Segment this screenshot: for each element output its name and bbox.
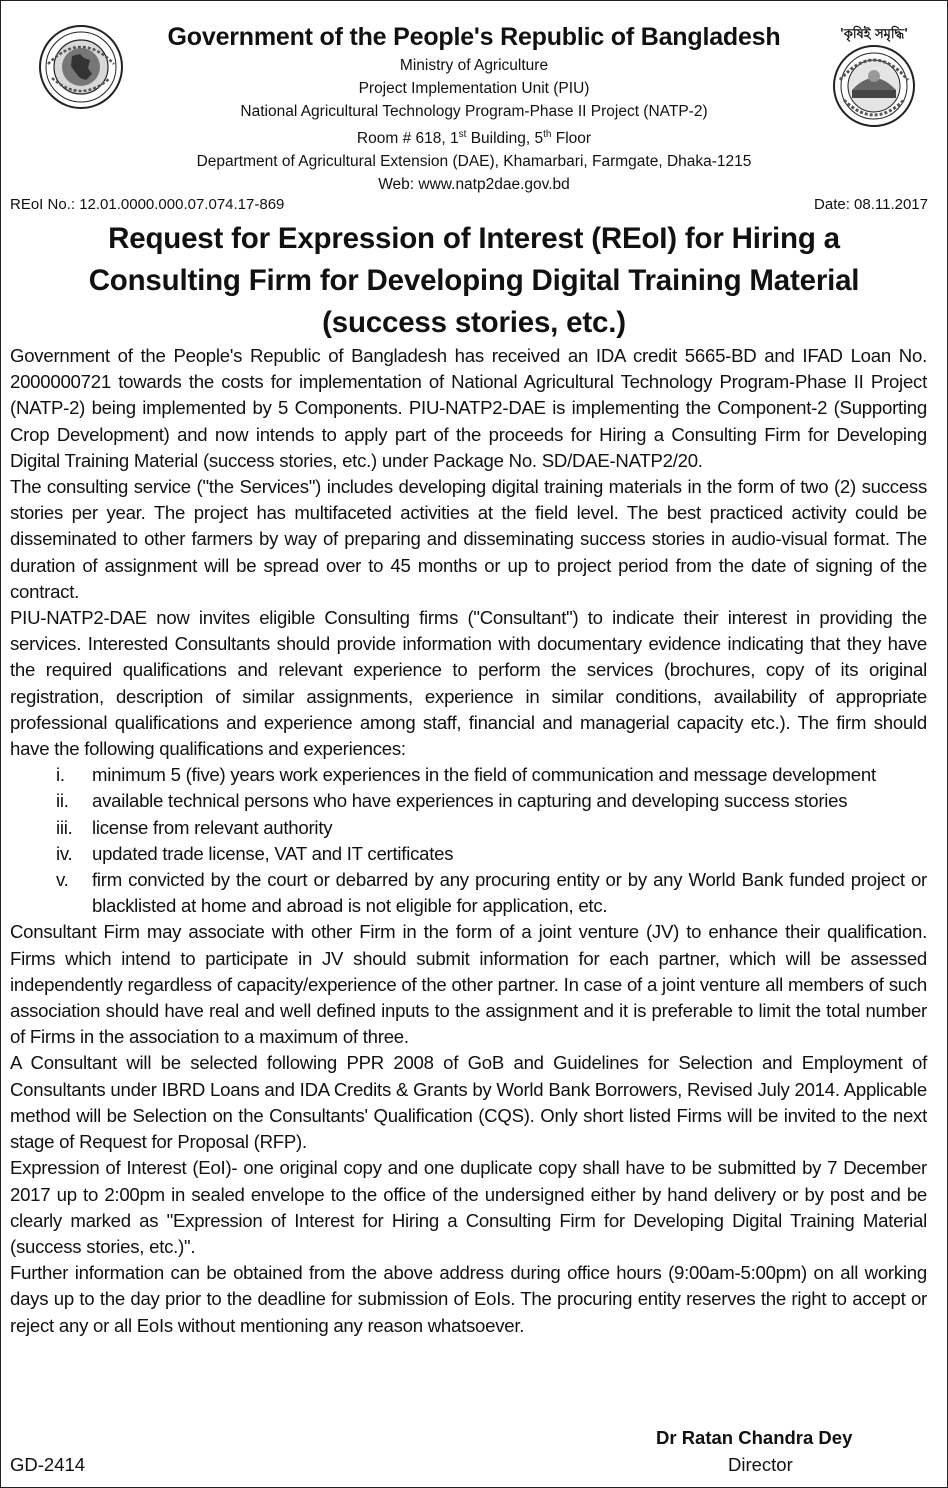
notice-title	[20, 218, 928, 344]
list-item: ii. available technical persons who have experiences in capturing and developing success stories	[56, 790, 848, 812]
title-line-1: Request for Expression of Interest (REoI) for Hiring a	[108, 222, 840, 255]
signatory-designation: Director	[728, 1454, 793, 1475]
title-line-3: (success stories, etc.)	[322, 306, 626, 339]
paragraph-joint-venture: Consultant Firm may associate with other Firm in the form of a joint venture (JV) to enhance their qualification. Firms which intend to participate in JV should submit information for each partner, which will be assessed independently regardless of capacity/experience of the other partner. In case of a joint venture all members of such association should have real and well defined inputs to the assignment and it is preferable to limit the total number of Firms in the association to a maximum of three.	[10, 921, 927, 1048]
department-address: Department of Agricultural Extension (DAE), Khamarbari, Farmgate, Dhaka-1215	[196, 153, 752, 171]
website: Web: www.natp2dae.gov.bd	[378, 176, 570, 194]
paragraph-submission: Expression of Interest (EoI)- one original copy and one duplicate copy shall have to be submitted by 7 December 2017 up to 2:00pm in sealed envelope to the office of the undersigned either by hand delivery or by post and be clearly marked as "Expression of Interest for Hiring a Consulting Firm for Developing Digital Training Material (success stories, etc.)".	[10, 1157, 927, 1257]
list-item: i. minimum 5 (five) years work experiences in the field of communication and message development	[56, 764, 876, 786]
paragraph-further-info: Further information can be obtained from the above address during office hours (9:00am-5:00pm) on all working days up to the day prior to the deadline for submission of EoIs. The procuring entity reserves the right to accept or reject any or all EoIs without mentioning any reason whatsoever.	[10, 1262, 927, 1336]
paragraph-selection-method: A Consultant will be selected following PPR 2008 of GoB and Guidelines for Selection and Employment of Consultants under IBRD Loans and IDA Credits & Grants by World Bank Borrowers, Revised July 2014. Applicable method will be Selection on the Consultants' Qualification (CQS). Only short listed Firms will be invited to the next stage of Request for Proposal (RFP).	[10, 1052, 927, 1153]
logo-caption: 'কৃষিই সমৃদ্ধি'	[839, 27, 909, 42]
list-item: iii. license from relevant authority	[56, 816, 333, 838]
dae-logo-icon	[818, 22, 930, 134]
project-name: National Agricultural Technology Program-Phase II Project (NATP-2)	[240, 103, 708, 120]
paragraph-services: The consulting service ("the Services") includes developing digital training materials in the form of two (2) success stories per year. The project has multifaceted activities at the field level. The best practiced activity could be disseminated to other farmers by way of preparing and disseminating success stories in audio-visual format. The duration of assignment will be spread over to 45 months or up to project period from the date of signing of the contract.	[10, 476, 927, 602]
ministry-name: Ministry of Agriculture	[399, 57, 549, 74]
signatory-name: Dr Ratan Chandra Dey	[656, 1427, 853, 1448]
qualifications-list	[10, 762, 927, 919]
paragraph-invitation: PIU-NATP2-DAE now invites eligible Consulting firms ("Consultant") to indicate their interest in providing the services. Interested Consultants should provide information with documentary evidence indicating that they have the required qualifications and relevant experience to perform the services (brochures, copy of its original registration, description of similar assignments, experience in similar conditions, availability of appropriate professional qualifications and experience among staff, financial and managerial capacity etc.). The firm should have the following qualifications and experiences:	[10, 607, 927, 760]
room-address: Room # 618, 1st Building, 5th Floor	[356, 129, 592, 148]
paragraph-funding: Government of the People's Republic of Bangladesh has received an IDA credit 5665-BD and IFAD Loan No. 2000000721 towards the costs for implementation of National Agricultural Technology Program-Phase II Project (NATP-2) being implemented by 5 Components. PIU-NATP2-DAE is implementing the Component-2 (Supporting Crop Development) and now intends to apply part of the proceeds for Hiring a Consulting Firm for Developing Digital Training Material (success stories, etc.) under Package No. SD/DAE-NATP2/20.	[10, 345, 927, 471]
reference-row	[10, 195, 928, 215]
title-line-2: Consulting Firm for Developing Digital Training Material	[88, 264, 860, 297]
gd-code: GD-2414	[10, 1454, 86, 1475]
list-item: v. firm convicted by the court or debarred by any procuring entity or by any World Bank funded project or blacklisted at home and abroad is not eligible for application, etc.	[56, 869, 927, 917]
government-name: Government of the People's Republic of Bangladesh	[167, 23, 781, 51]
list-item: iv. updated trade license, VAT and IT certificates	[56, 842, 454, 864]
letterhead	[140, 20, 808, 196]
notice-date: Date: 08.11.2017	[814, 196, 928, 213]
reoi-number: REoI No.: 12.01.0000.000.07.074.17-869	[10, 196, 285, 213]
government-seal-icon	[28, 22, 134, 112]
notice-body	[10, 343, 927, 1339]
unit-name: Project Implementation Unit (PIU)	[358, 80, 590, 97]
